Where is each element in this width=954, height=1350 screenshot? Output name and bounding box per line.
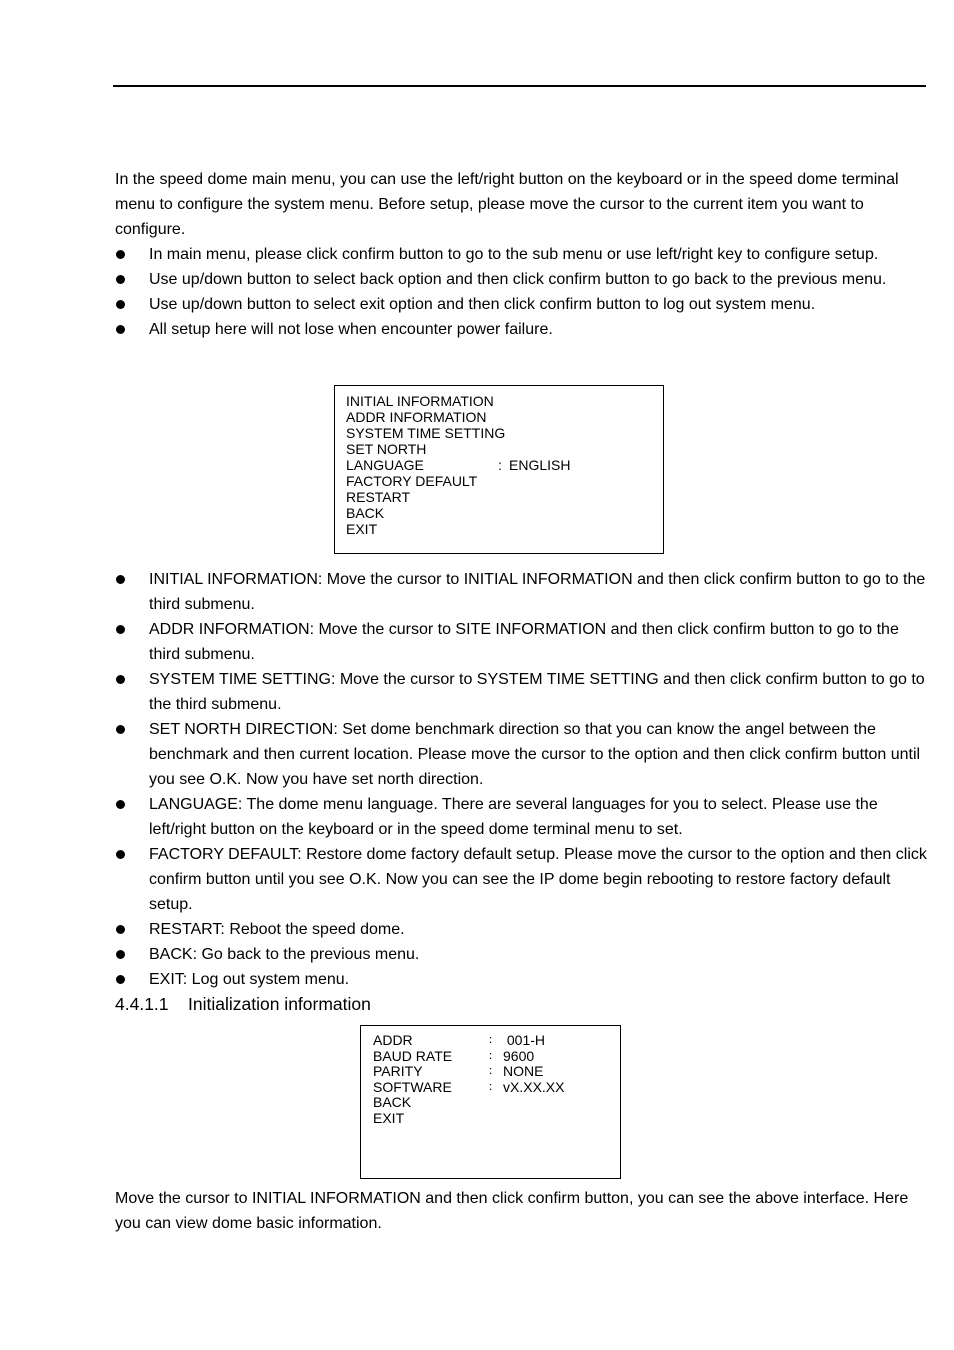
- list-item: In main menu, please click confirm button to go to the sub menu or use left/right key to configure setup.: [115, 242, 930, 267]
- section-title: Initialization information: [188, 994, 371, 1014]
- bullet-icon: [116, 625, 125, 634]
- menu-row-software: SOFTWARE ： vX.XX.XX: [373, 1078, 565, 1095]
- list-item: ADDR INFORMATION: Move the cursor to SITE INFORMATION and then click confirm button to go to the third submenu.: [115, 617, 930, 667]
- list-item: LANGUAGE: The dome menu language. There are several languages for you to select. Please use the left/right button on the keyboard or in the speed dome terminal menu to set.: [115, 792, 930, 842]
- menu-row-baud-rate: BAUD RATE ： 9600: [373, 1047, 535, 1064]
- list-item: Use up/down button to select exit option and then click confirm button to log out system menu.: [115, 292, 930, 317]
- bullet-icon: [116, 675, 125, 684]
- bullet-icon: [116, 250, 125, 259]
- intro-bullet-list: [115, 242, 930, 342]
- menu-row-exit: EXIT: [346, 521, 378, 537]
- list-item: BACK: Go back to the previous menu.: [115, 942, 930, 967]
- list-item: SET NORTH DIRECTION: Set dome benchmark direction so that you can know the angel between the benchmark and then current location. Please move the cursor to the option and then click confirm button until you see O.K. Now you have set north direction.: [115, 717, 930, 792]
- menu-row-system-time-setting: SYSTEM TIME SETTING: [346, 425, 506, 441]
- menu-row-back: BACK: [373, 1094, 412, 1110]
- bullet-icon: [116, 275, 125, 284]
- menu-row-back: BACK: [346, 505, 385, 521]
- menu-row-language: LANGUAGE : ENGLISH: [346, 457, 571, 473]
- list-item: INITIAL INFORMATION: Move the cursor to INITIAL INFORMATION and then click confirm button to go to the third submenu.: [115, 567, 930, 617]
- main-menu-box: [334, 385, 664, 554]
- bullet-icon: [116, 325, 125, 334]
- menu-row-addr: ADDR ： 001-H: [373, 1032, 546, 1048]
- init-menu-box: [360, 1025, 621, 1179]
- menu-row-restart: RESTART: [346, 489, 411, 505]
- bullet-icon: [116, 300, 125, 309]
- list-item: RESTART: Reboot the speed dome.: [115, 917, 930, 942]
- bullet-icon: [116, 575, 125, 584]
- list-item: All setup here will not lose when encounter power failure.: [115, 317, 930, 342]
- list-item: FACTORY DEFAULT: Restore dome factory default setup. Please move the cursor to the option and then click confirm button until you see O.K. Now you can see the IP dome begin rebooting to restore factory default setup.: [115, 842, 930, 917]
- bullet-icon: [116, 850, 125, 859]
- menu-row-parity: PARITY ： NONE: [373, 1063, 544, 1079]
- menu-row-initial-information: INITIAL INFORMATION: [346, 393, 494, 409]
- section-heading: [115, 992, 371, 1016]
- bullet-icon: [116, 800, 125, 809]
- section-number: 4.4.1.1: [115, 994, 169, 1014]
- bullet-icon: [116, 925, 125, 934]
- menu-row-addr-information: ADDR INFORMATION: [346, 409, 487, 425]
- list-item: EXIT: Log out system menu.: [115, 967, 930, 992]
- intro-paragraph: In the speed dome main menu, you can use the left/right button on the keyboard or in the speed dome terminal menu to configure the system menu. Before setup, please move the cursor to the current item you want to configure.: [115, 171, 899, 238]
- menu-row-set-north: SET NORTH: [346, 441, 427, 457]
- bullet-icon: [116, 975, 125, 984]
- menu-row-factory-default: FACTORY DEFAULT: [346, 473, 478, 489]
- list-item: Use up/down button to select back option and then click confirm button to go back to the previous menu.: [115, 267, 930, 292]
- bullet-icon: [116, 950, 125, 959]
- menu-description-list: [115, 567, 930, 992]
- list-item: SYSTEM TIME SETTING: Move the cursor to SYSTEM TIME SETTING and then click confirm button to go to the third submenu.: [115, 667, 930, 717]
- outro-paragraph: Move the cursor to INITIAL INFORMATION and then click confirm button, you can see the above interface. Here you can view dome basic information.: [115, 1190, 909, 1232]
- header-rule: [113, 85, 926, 87]
- menu-row-exit: EXIT: [373, 1109, 405, 1126]
- bullet-icon: [116, 725, 125, 734]
